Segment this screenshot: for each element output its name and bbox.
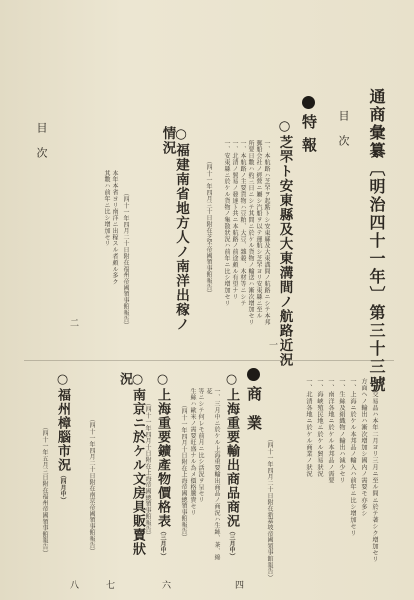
body-line: 一、生絲及絹織物ノ輸出ハ減少セリ [338,378,345,484]
article-title-chefoo [277,118,291,367]
body-line: 本年本省ヨリ南洋ニ出稼スル者頗ル多ク [111,170,118,286]
article-body-chefoo [218,140,270,365]
article-title-shanghai-minerals [156,372,169,560]
article-bullet-icon: ○ [155,372,170,388]
article-bullet-icon: ○ [224,372,239,388]
body-line: 等ニシテ何レモ前月ニ比シ活況ヲ呈セリ [197,388,204,504]
body-line: 一、南洋各地ニ於ケル本邦品ノ需要 [327,378,334,484]
article-title-text: 芝罘ト安東縣及大東溝間ノ航路近況 [276,135,293,367]
article-bullet-icon: ○ [173,126,189,143]
body-line: 一、交易品ハ本年二月ヨリ三月ニ至ル間ニ於テ著シク增加セリ [371,378,378,563]
article-note-foochow-camphor: （四十一年五月三日附在福州帝國領事館報告） [41,424,48,557]
page-marker: 二 [68,318,78,327]
article-title-text: 福建南省地方人ノ南洋出稼ノ情況 [159,126,189,332]
shogyo-top-note: （四十一年四月二十日附在新嘉坡帝國領事館報告） [266,436,273,581]
article-title-text: 上海重要鑛產物價格表 [155,388,170,528]
article-period: （三月中） [228,528,235,560]
section-divider [24,360,394,361]
article-note-chefoo: （四十一年四月三十日附在芝罘帝國領事館報告） [205,158,212,297]
body-line: 一、北清ノ貿易ノ發達ト共ニ本航路ノ前途頗ル有望ナリ [231,140,238,300]
article-period: （三月中） [159,528,166,560]
article-title-text: 南京ニ於ケル文房具販賣狀況 [117,372,145,556]
article-note-fukien: （四十一年四月二十日附在福州帝國領事館報告） [122,190,129,329]
article-body-fukien [98,170,118,300]
body-line: 所要日數ハ約三日ニシテ其間ニ於ケル貨物ノ輸送ハ漸次增加セリ [247,140,254,326]
section-bullet-icon [247,368,260,381]
article-note-nanking: （四十一年四月二十日附在南京帝國領事館報告） [88,416,95,555]
page-marker: 八 [68,580,78,589]
body-line: 一、安東縣ニ於ケル貨物ノ集散狀況ハ前年ニ比シ增加セリ [223,140,230,307]
body-line: 一、本航路ハ芝罘ヲ起點トシ安東縣及大東溝間ノ航路ニシテ本邦 [263,140,270,326]
article-note-shanghai-exports: （四十一年四月十日附在上海帝國總領事館報告） [180,402,187,541]
article-note-shanghai-minerals: （四十一年四月十日附在上海帝國總領事館報告） [144,400,151,539]
article-title-shanghai-exports [225,372,238,560]
body-line: 生絲ハ歐米ノ需要旺盛ナル為メ價格騰貴セリ [189,388,196,516]
article-title-fukien [160,126,187,336]
document-title: 通商彙纂〔明治四十一年〕第三十三號 [367,88,386,394]
article-body-shanghai-exports [190,388,220,566]
article-bullet-icon: ○ [276,118,293,135]
body-line: 一、三月中ニ於ケル上海重要輸出商品ノ商況ハ生絲、茶、綿花 [205,388,220,561]
page-marker: 四 [233,580,243,589]
section-tokuho-label: 特報 [300,114,318,160]
body-line: 其數ハ前年ニ比シ增加セリ [103,170,110,247]
toc-label: 目次 [337,110,350,160]
body-line: 一、北清各地ニ於ケル商業ノ狀況 [305,378,312,477]
page-marker: 一 [267,340,277,349]
article-bullet-icon: ○ [55,372,70,388]
article-title-text: 福州樟腦市況 [55,388,70,472]
article-title-text: 上海重要輸出商品商況 [224,388,239,528]
body-line: 一、本航路ノ主要貨物ハ豆粕、大豆、雜穀、木材等ニシテ [239,140,246,307]
body-line: 方面ヘノ輸出ハ漸次增加シ國内ノ需要モ亦多シ [360,378,367,517]
article-period: （四月中） [59,472,66,504]
page-marker: 七 [104,580,114,589]
article-title-foochow-camphor [56,372,69,504]
page-marker: 六 [160,580,170,589]
section-bullet-icon [302,96,315,109]
article-title-nanking [118,372,144,562]
article-bullet-icon: ○ [130,372,145,388]
body-line: 一、海峽殖民地ニ於ケル貿易狀況 [316,378,323,477]
shogyo-top-lines [270,378,380,568]
body-line: 一、上海ニ於ケル本邦品ノ輸入ハ前年ニ比シ增加セリ [349,378,356,537]
section-shogyo-label: 商業 [245,386,263,444]
toc-label-left: 目次 [35,122,48,172]
body-line: 郵船会社ノ經營ニ屬シ汽船ヲ以テ運航シ芝罘ヨリ安東縣ニ至ル [255,140,262,320]
